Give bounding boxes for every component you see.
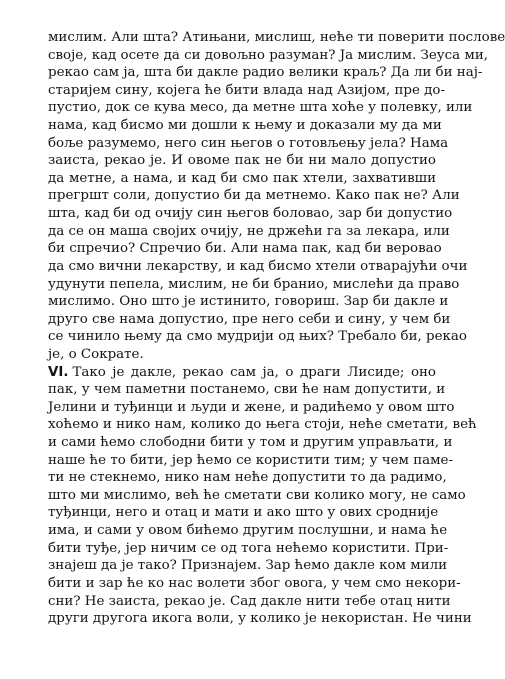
text-line-5: пустио, док се кува месо, да метне шта хоће у полевку, или <box>48 100 473 116</box>
text-line-3: рекао сам ја, шта би дакле радио велики краљ? Да ли би нај- <box>48 65 483 81</box>
text-line-9: да метне, а нама, и кад би смо пак хтели, захвативши <box>48 170 436 186</box>
text-line-14: да смо вични лекарству, и кад бисмо хтели отварајући очи <box>48 258 468 274</box>
section-line-4: хоћемо и нико нам, колико до њега стоји, неће сметати, већ <box>48 417 477 433</box>
text-line-19: је, о Сократе. <box>48 346 144 362</box>
section-line-2: пак, у чем паметни постанемо, сви ће нам допустити, и <box>48 382 446 398</box>
text-line-11: шта, кад би од очију син његов боловао, зар би допустио <box>48 206 453 222</box>
section-line-3: Јелини и туђинци и људи и жене, и радићемо у овом што <box>48 399 455 415</box>
document-page <box>48 29 505 628</box>
text-line-18: се чинило њему да смо мудрији од њих? Требало би, рекао <box>48 329 467 345</box>
text-line-1: мислим. Али шта? Атињани, мислиш, неће ти поверити послове <box>48 30 505 45</box>
text-line-16: мислимо. Оно што је истинито, говориш. Зар би дакле и <box>48 294 449 310</box>
section-line-1: Тако је дакле, рекао сам ја, о драги Лисиде; оно <box>72 364 436 380</box>
section-line-12: знајеш да је тако? Признајем. Зар ћемо дакле ком мили <box>48 558 448 574</box>
section-number: VI. <box>48 364 69 380</box>
section-line-5: и сами ћемо слободни бити у том и другим управљати, и <box>48 435 453 451</box>
text-line-10: прегршт соли, допустио би да метнемо. Како пак не? Али <box>48 188 460 204</box>
text-line-2: своје, кад осете да си довољно разуман? Ја мислим. Зеуса ми, <box>48 47 489 63</box>
section-line-7: ти не стекнемо, нико нам неће допустити то да радимо, <box>48 470 447 486</box>
section-line-15: други другога икога воли, у колико је некористан. Не чини <box>48 611 472 627</box>
text-line-15: удунути пепела, мислим, не би бранио, мислећи да право <box>48 276 460 292</box>
section-line-6: наше ће то бити, јер ћемо се користити тим; у чем паме- <box>48 452 453 468</box>
text-line-4: старијем сину, којега ће бити влада над Азијом, пре до- <box>48 82 445 98</box>
text-line-17: друго све нама допустио, пре него себи и сину, у чем би <box>48 311 451 327</box>
text-line-8: заиста, рекао је. И овоме пак не би ни мало допустио <box>48 153 436 169</box>
text-line-6: нама, кад бисмо ми дошли к њему и доказали му да ми <box>48 118 442 134</box>
section-line-8: што ми мислимо, већ ће сметати сви колико могу, не само <box>48 487 466 503</box>
text-line-13: би спречио? Спречио би. Али нама пак, кад би веровао <box>48 241 442 257</box>
text-line-12: да се он маша својих очију, не држећи га за лекара, или <box>48 223 450 239</box>
section-line-13: бити и зар ће ко нас волети због овога, у чем смо некори- <box>48 575 461 591</box>
section-line-14: сни? Не заиста, рекао је. Сад дакле нити тебе отац нити <box>48 593 451 609</box>
section-line-9: туђинци, него и отац и мати и ако што у ових сродније <box>48 505 439 521</box>
text-line-7: боље разумемо, него син његов о готовљењу јела? Нама <box>48 135 449 151</box>
section-line-10: има, и сами у овом бићемо другим послушни, и нама ће <box>48 523 448 539</box>
section-line-11: бити туђе, јер ничим се од тога нећемо користити. При- <box>48 540 449 556</box>
section-first-line <box>48 364 436 382</box>
